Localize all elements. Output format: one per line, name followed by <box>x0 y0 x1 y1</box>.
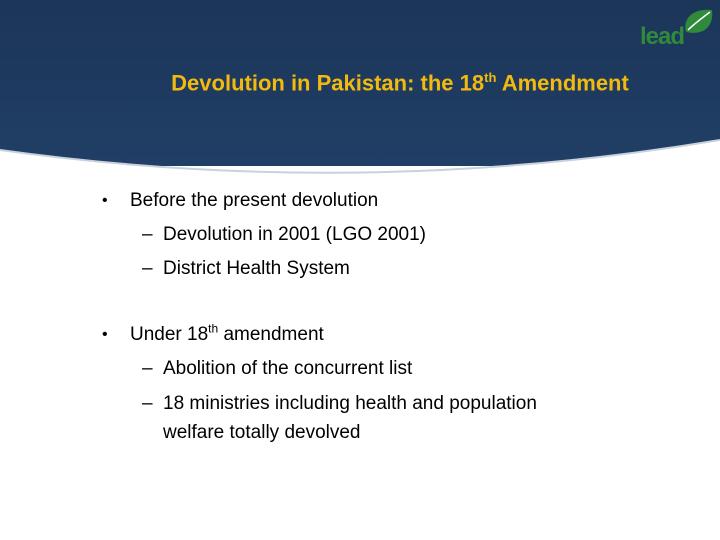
bullet-item <box>100 318 700 352</box>
sub-bullet-marker: – <box>142 224 153 245</box>
sub-bullet-text: 18 ministries including health and population <box>163 393 537 414</box>
logo-text: lead <box>640 23 685 50</box>
bullet-text: Under 18th amendment <box>130 321 324 345</box>
sub-bullet-item <box>100 352 700 386</box>
sub-bullet-text: Abolition of the concurrent list <box>163 358 413 379</box>
sub-bullet-text: District Health System <box>163 258 350 279</box>
sub-bullet-item <box>100 389 700 447</box>
sub-bullet-marker: – <box>142 393 153 414</box>
sub-bullet-item <box>100 218 700 252</box>
bullet-item <box>100 184 700 218</box>
bullet-text: Before the present devolution <box>130 190 379 211</box>
sub-bullet-text: Devolution in 2001 (LGO 2001) <box>163 224 426 245</box>
sub-bullet-marker: – <box>142 358 153 379</box>
sub-bullet-item <box>100 252 700 286</box>
bullet-marker: • <box>102 326 108 343</box>
sub-bullet-marker: – <box>142 258 153 279</box>
bullet-marker: • <box>102 192 108 209</box>
slide-content <box>100 184 700 447</box>
slide-title: Devolution in Pakistan: the 18th Amendment <box>171 70 629 96</box>
sub-bullet-text-continued: welfare totally devolved <box>163 422 361 443</box>
